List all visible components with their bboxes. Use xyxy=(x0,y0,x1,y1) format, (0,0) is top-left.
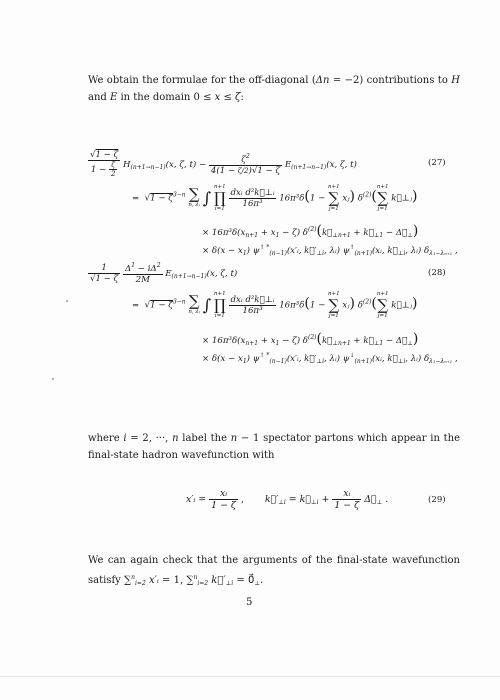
spectator-paragraph: where i = 2, ···, n label the n − 1 spectator partons which appear in the final-state hadron wavefunction with xyxy=(88,433,460,461)
check-paragraph: We can again check that the arguments of the final-state wavefunction satisfy ∑$^n_{i=2}$ x′ᵢ = 1, ∑$^n_{i=2}$ $k⃗'_{\perp i}$ = $0⃗_\perp$. xyxy=(88,555,460,587)
scan-speck xyxy=(52,378,54,380)
equation-28-line-1: $\frac{1}{√1 - \zeta}$ $\frac{\Delta^1 - i\Delta^2}{2M}$ $E_{(n+1\to n-1)}(x$, ζ, t) xyxy=(90,262,238,285)
equation-28-line-3: × $16\pi^3\delta(x_{n+1} + x_1 - \zeta)$ $\delta^{(2)}(k⃗_{\perp n+1}$ + $k⃗_{\perp 1}$ − $\Delta⃗_\perp$) xyxy=(202,331,419,347)
equation-27-line-4: × $\delta(x - x_1)$ $\psi^{↑ *}_{(n-1)}(x'ᵢ$, $k⃗'_{\perp i}$, λᵢ) $\psi^↑_{(n+1)}(xᵢ$, $k⃗_{\perp i}$, λᵢ) $\delta_{\lambda_1-\lambda_{n+1}}$ , xyxy=(202,244,458,257)
page-number: 5 xyxy=(246,597,253,608)
equation-28-line-4: × $\delta(x - x_1)$ $\psi^{↑ *}_{(n-1)}(x'ᵢ$, $k⃗'_{\perp i}$, λᵢ) $\psi^↓_{(n+1)}(xᵢ$, $k⃗_{\perp i}$, λᵢ) $\delta_{\lambda_1-\lambda_{n+1}}$ , xyxy=(202,352,458,365)
equation-28-number: (28) xyxy=(428,268,446,278)
equation-27-line-1: √1 − ζ 1 − $\frac{\zeta}{2}$ $H_{(n+1\to n-1)}(x$, ζ, t) − $\frac{\zeta^2}{4(1 - \zeta/2)√1 - \zeta}$ $E_{(n+1\to n-1)}(x$, ζ, t) xyxy=(90,150,357,178)
scan-edge xyxy=(0,676,500,677)
equation-29-number: (29) xyxy=(428,495,446,505)
equation-28-line-2: = $√1 - \zeta^{3-n}$ ∑ n, λᵢ ∫ n+1 ∏ i=1 $\frac{\text{dxᵢ d²k⃗⊥ᵢ}}{\text{16π³}}$ 16π³δ(1 − n+1 ∑ j=1 xⱼ) $\delta^{(2)}$( n+1 ∑ j=1 k⃗⊥ⱼ) xyxy=(132,291,418,319)
equation-29: x′ᵢ = $\frac{\text{xᵢ}}{1 - \zeta}$ , $k⃗'_{\perp i}$ = $k⃗_{\perp i}$ + $\frac{\text{xᵢ}}{1 - \zeta}$ $\Delta⃗_\perp$ . xyxy=(186,488,389,511)
equation-27-number: (27) xyxy=(428,158,446,168)
intro-paragraph: We obtain the formulae for the off-diagonal (Δn = −2) contributions to H and E in the domain 0 ≤ x ≤ ζ: xyxy=(88,75,460,103)
scan-speck xyxy=(66,300,68,302)
equation-27-line-2: = $√1 - \zeta^{3-n}$ ∑ n, λᵢ ∫ n+1 ∏ i=1 $\frac{\text{dxᵢ d²k⃗⊥ᵢ}}{\text{16π³}}$ 16π³δ(1 − n+1 ∑ j=1 xⱼ) $\delta^{(2)}$( n+1 ∑ j=1 k⃗⊥ⱼ) xyxy=(132,184,418,212)
equation-27-line-3: × $16\pi^3\delta(x_{n+1} + x_1 - \zeta)$ $\delta^{(2)}(k⃗_{\perp n+1}$ + $k⃗_{\perp 1}$ − $\Delta⃗_\perp$) xyxy=(202,223,419,239)
